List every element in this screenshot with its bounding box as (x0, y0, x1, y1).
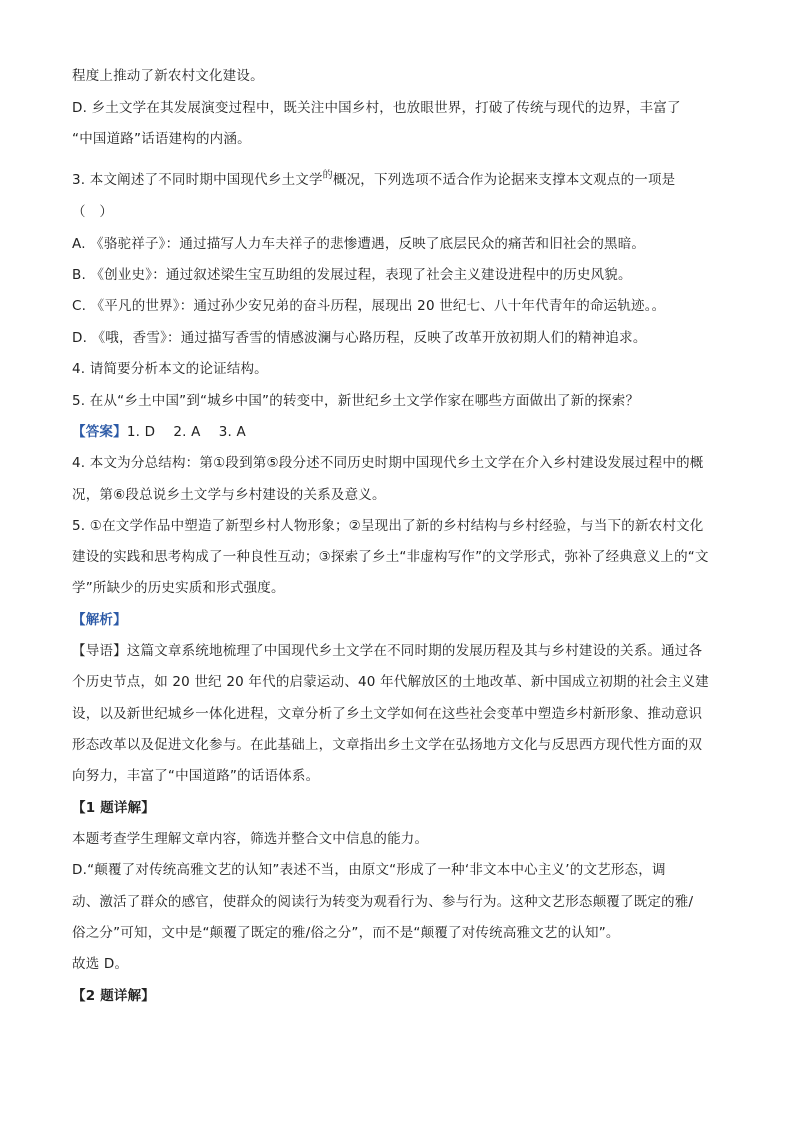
answer-5-cont: 建设的实践和思考构成了一种良性互动；③探索了乡土“非虚构写作”的文学形式，弥补了经典意义上的“文 (72, 549, 709, 565)
option-c: C. 《平凡的世界》：通过孙少安兄弟的奋斗历程，展现出 20 世纪七、八十年代青年的命运轨迹。。 (72, 298, 666, 314)
intro-line: 【导语】这篇文章系统地梳理了中国现代乡土文学在不同时期的发展历程及其与乡村建设的关系。通过各 (72, 643, 703, 659)
analysis-label: 【解析】 (72, 612, 127, 628)
q1-detail-text: D.“颠覆了对传统高雅文艺的认知”表述不当，由原文“形成了一种‘非文本中心主义’的文艺形态，调 (72, 862, 666, 878)
intro-line: 向努力，丰富了“中国道路”的话语体系。 (72, 768, 320, 784)
question-3 (72, 170, 675, 192)
question-5: 5. 在从“乡土中国”到“城乡中国”的转变中，新世纪乡土文学作家在哪些方面做出了新的探索？ (72, 393, 640, 409)
q1-detail-heading: 【1 题详解】 (72, 800, 155, 816)
q1-detail-text: 动、激活了群众的感官，使群众的阅读行为转变为观看行为、参与行为。这种文艺形态颠覆了既定的雅/ (72, 894, 694, 910)
q1-detail-text: 俗之分”可知，文中是“颠覆了既定的雅/俗之分”，而不是“颠覆了对传统高雅文艺的认知”。 (72, 925, 620, 941)
answer-4: 4. 本文为分总结构：第①段到第⑤段分述不同历史时期中国现代乡土文学在介入乡村建设发展过程中的概 (72, 455, 704, 471)
question-3-sup: 的 (322, 170, 333, 181)
answer-5: 5. ①在文学作品中塑造了新型乡村人物形象；②呈现出了新的乡村结构与乡村经验，与当下的新农村文化 (72, 518, 704, 534)
text-line: “中国道路”话语建构的内涵。 (72, 131, 251, 147)
text-line: 程度上推动了新农村文化建设。 (72, 68, 264, 84)
intro-line: 形态改革以及促进文化参与。在此基础上，文章指出乡土文学在弘扬地方文化与反思西方现代性方面的双 (72, 737, 703, 753)
answer-blank: （ ） (72, 204, 114, 220)
answer-5-cont: 学”所缺少的历史实质和形式强度。 (72, 580, 285, 596)
q1-conclusion: 故选 D。 (72, 956, 129, 972)
answer-4-cont: 况，第⑥段总说乡土文学与乡村建设的关系及意义。 (72, 487, 386, 503)
intro-line: 个历史节点，如 20 世纪 20 年代的启蒙运动、40 年代解放区的土地改革、新中国成立初期的社会主义建 (72, 674, 709, 690)
answer-label: 【答案】 (72, 424, 127, 440)
q1-detail-text: 本题考查学生理解文章内容，筛选并整合文中信息的能力。 (72, 831, 429, 847)
option-d: D. 《哦，香雪》：通过描写香雪的情感波澜与心路历程，反映了改革开放初期人们的精神追求。 (72, 330, 647, 346)
answer-values: 1. D 2. A 3. A (126, 424, 246, 440)
option-d-line: D. 乡土文学在其发展演变过程中，既关注中国乡村，也放眼世界，打破了传统与现代的边界，丰富了 (72, 100, 681, 116)
question-3-text-cont: 概况，下列选项不适合作为论据来支撑本文观点的一项是 (332, 172, 676, 188)
question-3-text: 3. 本文阐述了不同时期中国现代乡土文学 (72, 172, 323, 188)
answer-line (72, 422, 246, 442)
option-b: B. 《创业史》：通过叙述梁生宝互助组的发展过程，表现了社会主义建设进程中的历史风貌。 (72, 267, 632, 283)
q2-detail-heading: 【2 题详解】 (72, 988, 155, 1004)
option-a: A. 《骆驼祥子》：通过描写人力车夫祥子的悲惨遭遇，反映了底层民众的痛苦和旧社会的黑暗。 (72, 236, 646, 252)
question-4: 4. 请简要分析本文的论证结构。 (72, 361, 268, 377)
intro-line: 设，以及新世纪城乡一体化进程，文章分析了乡土文学如何在这些社会变革中塑造乡村新形象、推动意识 (72, 706, 703, 722)
